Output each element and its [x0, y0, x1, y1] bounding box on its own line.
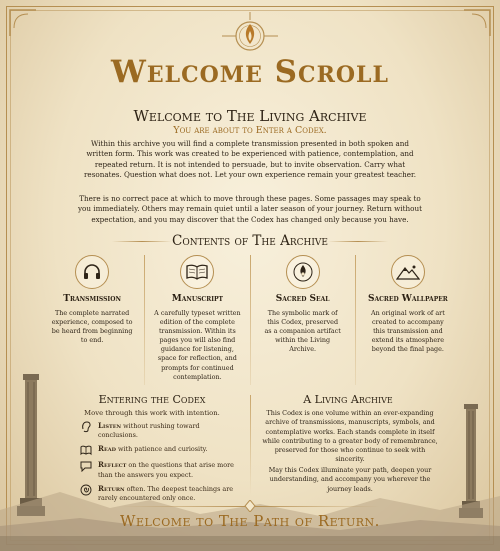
contents-item-text: The symbolic mark of this Codex, preserved as a companion artifact within the Living Archive. [264, 309, 341, 354]
footer-text: Welcome to The Path of Return. [120, 512, 380, 530]
welcome-subheading: You are about to Enter a Codex. [173, 125, 327, 136]
headphones-icon [75, 255, 109, 289]
divider-right [328, 241, 388, 242]
entering-intro: Move through this work with intention. [84, 409, 220, 417]
mountain-icon [391, 255, 425, 289]
living-archive-paragraph-1: This Codex is one volume within an ever-expanding archive of transmissions, manuscripts, symbols, and contemplative works. Each stands complete in itself while contributing to a greater body of remembrance, preserved for those who continue to seek with sincerity. [262, 409, 438, 464]
contents-item-transmission [40, 255, 144, 385]
open-book-icon [180, 255, 214, 289]
living-archive-heading: A Living Archive [303, 393, 393, 406]
read-text: with patience and curiosity. [118, 445, 208, 454]
spiral-icon [80, 484, 92, 496]
list-item [80, 460, 240, 479]
contents-item-text: An original work of art created to accompany this transmission and extend its atmosphere beyond the final page. [370, 309, 445, 354]
reflect-keyword: Reflect [98, 460, 127, 470]
reflect-text: on the questions that arise more than the answers you expect. [98, 461, 234, 479]
contents-item-title: Sacred Seal [275, 294, 330, 304]
welcome-heading: Welcome to The Living Archive [133, 107, 367, 125]
entering-heading: Entering the Codex [98, 393, 206, 406]
list-item [80, 421, 240, 440]
contents-item-sacred-wallpaper [356, 255, 460, 385]
ear-icon [80, 421, 92, 433]
section-divider [250, 395, 251, 495]
return-keyword: Return [98, 483, 125, 493]
return-text: often. The deepest teachings are rarely encountered only once. [98, 484, 234, 502]
listen-text: without rushing toward conclusions. [98, 422, 200, 440]
corner-ornament-top-left [8, 8, 38, 38]
speech-bubble-icon [80, 460, 92, 472]
listen-keyword: Listen [98, 421, 122, 430]
list-item [80, 484, 240, 503]
contents-item-text: The complete narrated experience, composed to be heard from beginning to end. [51, 309, 133, 345]
contents-grid [40, 255, 460, 385]
page-title: Welcome Scroll [111, 54, 389, 90]
flame-seal-icon [286, 255, 320, 289]
contents-item-sacred-seal [251, 255, 355, 385]
read-keyword: Read [98, 444, 116, 454]
list-item [80, 444, 240, 456]
book-icon [80, 444, 92, 456]
diamond-ornament-icon [242, 500, 258, 512]
living-archive-paragraph-2: May this Codex illuminate your path, deepen your understanding, and accompany you wherever the journey leads. [268, 466, 432, 493]
contents-item-manuscript [145, 255, 249, 385]
contents-item-title: Sacred Wallpaper [367, 294, 448, 304]
contents-item-title: Manuscript [171, 294, 223, 304]
intro-paragraph-2: There is no correct pace at which to move through these pages. Some passages may speak to you immediately. Others may remain quiet until a later season of your journey. Return without expectation, and you may discover that the Codex has changed only because you have. [78, 194, 422, 224]
corner-ornament-top-right [462, 8, 492, 38]
contents-item-text: A carefully typeset written edition of the complete transmission. Within its pages you will also find guidance for listening, space for reflection, and prompts for continued contemplation. [154, 309, 241, 381]
contents-item-title: Transmission [63, 294, 121, 304]
entering-list [80, 421, 240, 503]
contents-heading: Contents of The Archive [171, 233, 328, 249]
intro-paragraph-1: Within this archive you will find a complete transmission presented in both spoken and written form. This work was created to be experienced with patience, contemplation, and repeated return. It is not intended to persuade, but to invite observation. Carry what resonates. Question what does not. Let your own experience remain your greatest teacher. [84, 139, 416, 180]
flame-emblem-icon [222, 10, 278, 58]
